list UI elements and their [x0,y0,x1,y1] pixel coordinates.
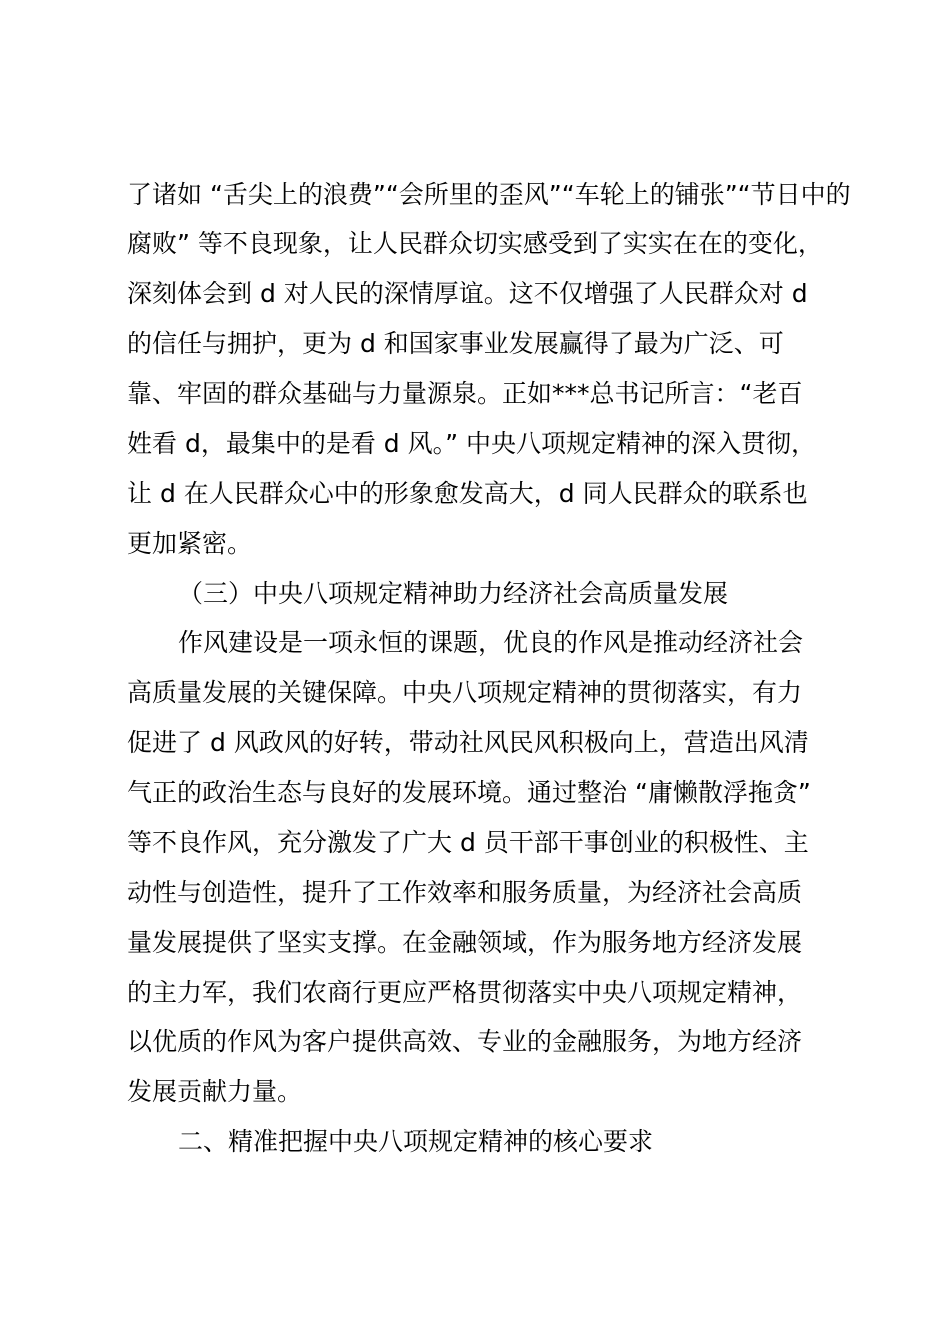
text-line: 更加紧密。 [127,529,253,558]
text-line: 靠、牢固的群众基础与力量源泉。正如***总书记所言：“老百 [127,379,803,408]
text-line: 量发展提供了坚实支撑。在金融领域，作为服务地方经济发展 [127,928,803,957]
text-line: 深刻体会到 d 对人民的深情厚谊。这不仅增强了人民群众对 d [127,279,808,308]
text-line: 等不良作风，充分激发了广大 d 员干部干事创业的积极性、主 [127,828,809,857]
text-line: 腐败” 等不良现象，让人民群众切实感受到了实实在在的变化， [127,229,823,258]
text-line: 发展贡献力量。 [127,1077,303,1106]
text-line: 了诸如 “舌尖上的浪费”“会所里的歪风”“车轮上的铺张”“节日中的 [127,180,851,209]
text-line: 让 d 在人民群众心中的形象愈发高大，d 同人民群众的联系也 [127,479,808,508]
text-line: 以优质的作风为客户提供高效、专业的金融服务，为地方经济 [127,1027,803,1056]
chapter-heading: 二、精准把握中央八项规定精神的核心要求 [178,1127,654,1156]
text-line: 高质量发展的关键保障。中央八项规定精神的贯彻落实，有力 [127,678,803,707]
text-line: 的主力军，我们农商行更应严格贯彻落实中央八项规定精神， [127,978,803,1007]
text-line: 促进了 d 风政风的好转，带动社风民风积极向上，营造出风清 [127,728,809,757]
text-line: 的信任与拥护，更为 d 和国家事业发展赢得了最为广泛、可 [127,329,784,358]
paragraph-first-line: 作风建设是一项永恒的课题，优良的作风是推动经济社会 [178,628,804,657]
text-line: 气正的政治生态与良好的发展环境。通过整治 “庸懒散浮拖贪” [127,778,811,807]
text-line: 姓看 d，最集中的是看 d 风。” 中央八项规定精神的深入贯彻， [127,429,816,458]
section-heading: （三）中央八项规定精神助力经济社会高质量发展 [178,579,729,608]
text-line: 动性与创造性，提升了工作效率和服务质量，为经济社会高质 [127,878,803,907]
